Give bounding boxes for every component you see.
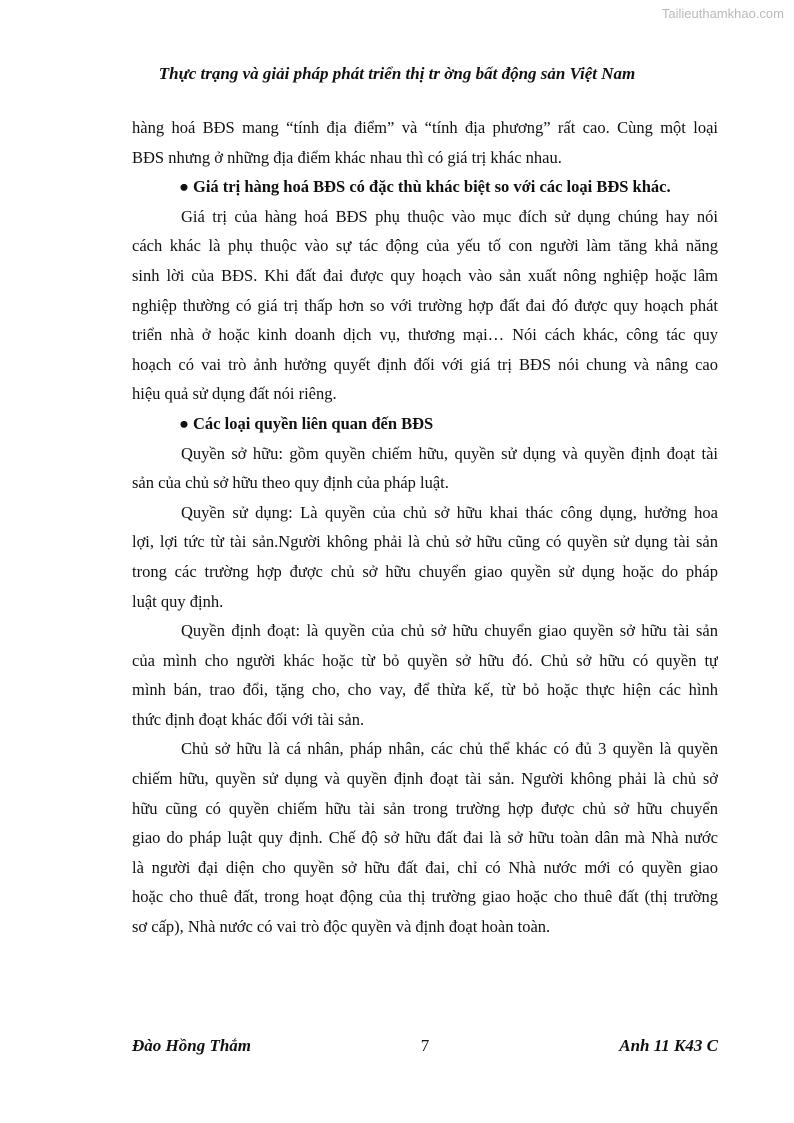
bullet-heading xyxy=(132,172,718,202)
text-line: hoặc cho thuê đất, trong hoạt động của thị trường giao hoặc cho thuê đất (thị trường xyxy=(132,887,718,907)
text-line: hữu cũng có quyền chiếm hữu tài sản trong trường hợp được chủ sở hữu chuyển xyxy=(132,798,718,818)
text-line: BĐS nhưng ở những địa điểm khác nhau thì có giá trị khác nhau. xyxy=(132,147,562,167)
footer-author: Đào Hồng Thắm xyxy=(132,1036,252,1055)
bullet-icon: ● xyxy=(179,413,189,433)
text-line: hàng hoá BĐS mang “tính địa điểm” và “tính địa phương” rất cao. Cùng một loại xyxy=(132,118,718,137)
text-line: nghiệp thường có giá trị thấp hơn so với trường hợp đất đai đó được quy hoạch phát xyxy=(132,295,718,315)
text-line: giao do pháp luật quy định. Chế độ sở hữu đất đai là sở hữu toàn dân mà Nhà nước xyxy=(132,828,718,848)
text-line: Quyền định đoạt: là quyền của chủ sở hữu chuyển giao quyền sở hữu tài sản xyxy=(181,621,718,641)
text-line: sản của chủ sở hữu theo quy định của pháp luật. xyxy=(132,473,449,493)
document-body xyxy=(132,113,718,942)
text-line: mình bán, trao đổi, tặng cho, cho vay, để thừa kế, từ bỏ hoặc thực hiện các hình xyxy=(132,680,718,700)
text-line: sơ cấp), Nhà nước có vai trò độc quyền và định đoạt hoàn toàn. xyxy=(132,917,551,937)
text-line: triển nhà ở hoặc kinh doanh dịch vụ, thương mại… Nói cách khác, công tác quy xyxy=(132,325,718,345)
text-line: là người đại diện cho quyền sở hữu đất đai, chỉ có Nhà nước mới có quyền giao xyxy=(132,857,718,877)
text-line: cách khác là phụ thuộc vào sự tác động của yếu tố con người làm tăng khả năng xyxy=(132,236,718,256)
text-line: Giá trị của hàng hoá BĐS phụ thuộc vào mục đích sử dụng chúng hay nói xyxy=(181,206,718,226)
bullet-icon: ● xyxy=(179,177,189,197)
page-header: Thực trạng và giải pháp phát triển thị tr ờng bất động sản Việt Nam xyxy=(158,64,636,83)
footer-class: Anh 11 K43 C xyxy=(619,1036,718,1055)
text-line: sinh lời của BĐS. Khi đất đai được quy hoạch vào sản xuất nông nghiệp hoặc lâm xyxy=(132,265,718,285)
text-line: chiếm hữu, quyền sử dụng và quyền định đoạt tài sản. Người không phải là chủ sở xyxy=(132,769,718,789)
text-line: thức định đoạt khác đối với tài sản. xyxy=(132,709,365,729)
text-line: lợi, lợi tức từ tài sản.Người không phải là chủ sở hữu cũng có quyền sử dụng tài sản xyxy=(132,532,718,552)
bullet-heading xyxy=(132,409,718,439)
text-line: Chủ sở hữu là cá nhân, pháp nhân, các chủ thể khác có đủ 3 quyền là quyền xyxy=(181,739,718,759)
text-line: hiệu quả sử dụng đất nói riêng. xyxy=(132,384,337,404)
text-line: Quyền sử dụng: Là quyền của chủ sở hữu khai thác công dụng, hưởng hoa xyxy=(181,502,718,522)
text-line: Quyền sở hữu: gồm quyền chiếm hữu, quyền sử dụng và quyền định đoạt tài xyxy=(181,443,718,463)
bullet-heading-text: Giá trị hàng hoá BĐS có đặc thù khác biệt so với các loại BĐS khác. xyxy=(193,177,671,197)
watermark-text: Tailieuthamkhao.com xyxy=(661,6,784,21)
text-line: của mình cho người khác hoặc từ bỏ quyền sở hữu đó. Chủ sở hữu có quyền tự xyxy=(132,650,718,670)
text-line: luật quy định. xyxy=(132,591,224,611)
text-line: hoạch có vai trò ảnh hưởng quyết định đối với giá trị BĐS nói chung và nâng cao xyxy=(132,354,718,374)
bullet-heading-text: Các loại quyền liên quan đến BĐS xyxy=(193,413,434,433)
page-number: 7 xyxy=(420,1036,430,1055)
text-line: trong các trường hợp được chủ sở hữu chuyển giao quyền sử dụng hoặc do pháp xyxy=(132,561,718,581)
